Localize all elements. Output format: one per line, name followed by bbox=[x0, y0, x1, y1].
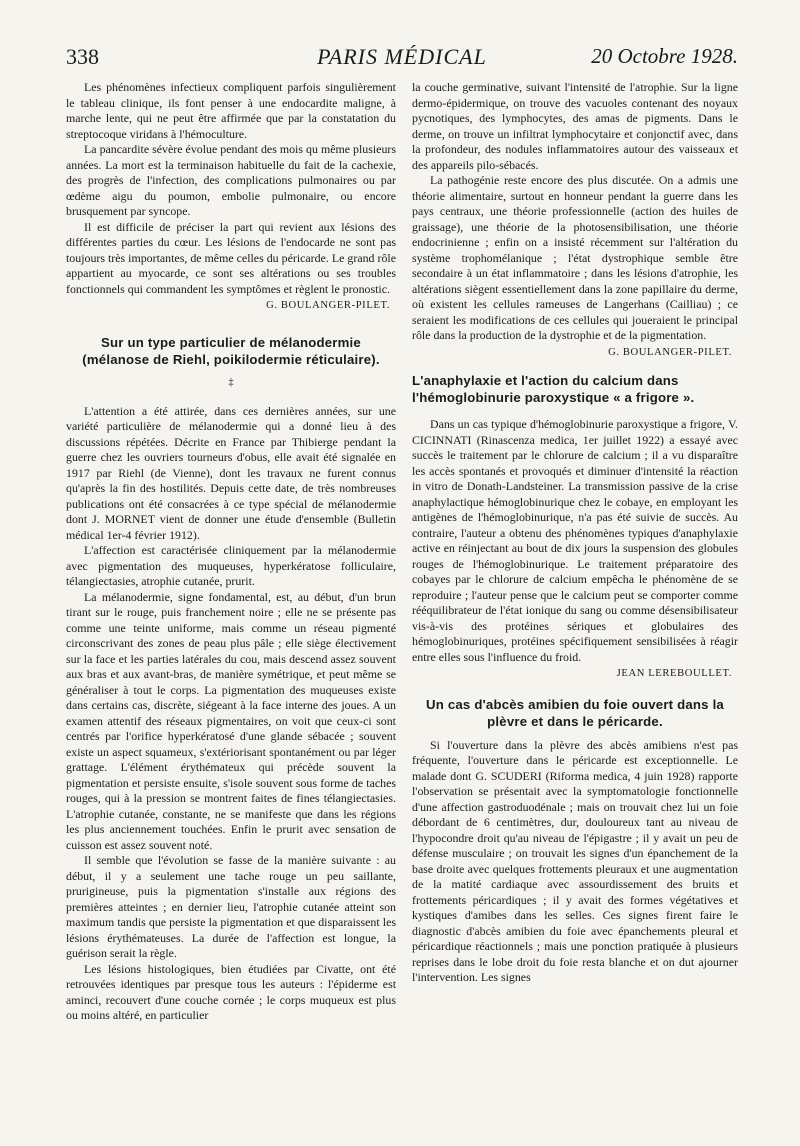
author-signature: G. BOULANGER-PILET. bbox=[266, 300, 390, 311]
page-number: 338 bbox=[66, 44, 99, 69]
paragraph: Il semble que l'évolution se fasse de la manière suivante : au début, il y a seulement une tache rouge un peu saillante, prurigineuse, puis la pigmentation s'installe aux régions des premières atteintes ; en dernier lieu, l'atrophie cutanée atteint son maximum tandis que persiste la pigmentation et que disparaissent les lésions érythémateuses. La durée de l'affection est longue, la guérison serait la règle. bbox=[66, 853, 396, 960]
article-title: Un cas d'abcès amibien du foie ouvert dans la plèvre et dans le péricarde. bbox=[426, 696, 724, 729]
paragraph: La pancardite sévère évolue pendant des mois qu même plusieurs années. La mort est la terminaison habituelle du fait de la cachexie, des progrès de l'infection, des complications pulmonaires ou par œdème aigu du poumon, embolie pulmonaire, ou encore brusquement par syncope. bbox=[66, 142, 396, 218]
paragraph: Les phénomènes infectieux compliquent parfois singulièrement le tableau clinique, ils font penser à une endocardite maligne, à marche lente, qui ne peut être affirmée que par la constatation du streptocoque viridans à l'hémoculture. bbox=[66, 80, 396, 141]
paragraph: la couche germinative, suivant l'intensité de l'atrophie. Sur la ligne dermo-épidermique, on trouve des vacuoles contenant des noyaux pycnotiques, des lymphocytes, des amas de pigments. Dans le derme, on trouve un infiltrat lymphocytaire et conjonctif avec, dans la profondeur, des nodules inflammatoires autour des vaisseaux et des appareils pilo-sébacés. bbox=[412, 80, 738, 172]
paragraph: L'affection est caractérisée cliniquement par la mélanodermie avec pigmentation des muqueuses, hyperkératose folliculaire, télangiectasies, atrophie cutanée, prurit. bbox=[66, 543, 396, 588]
right-column bbox=[412, 80, 738, 986]
dagger-mark: ‡ bbox=[228, 376, 234, 388]
left-column bbox=[66, 80, 396, 1024]
issue-date: 20 Octobre 1928. bbox=[591, 44, 738, 68]
paragraph: Les lésions histologiques, bien étudiées par Civatte, ont été retrouvées identiques par presque tous les auteurs : l'épiderme est aminci, recouvert d'une couche cornée ; le corps muqueux est plus ou moins altéré, en particulier bbox=[66, 961, 396, 1022]
paragraph: Si l'ouverture dans la plèvre des abcès amibiens n'est pas fréquente, l'ouverture dans le péricarde est exceptionnelle. Le malade dont G. SCUDERI (Riforma medica, 4 juin 1928) rapporte l'observation se présentait avec la symptomatologie fonctionnelle d'une affection gastroduodénale ; mais on trouvait chez lui un foie débordant de 6 centimètres, dur, douloureux tant au niveau de l'hypocondre droit qu'au niveau de l'épigastre ; il y avait un peu de défense musculaire ; on trouvait les signes d'un épanchement de la base droite avec quelques frottements pleuraux et une augmentation de la matité cardiaque avec assourdissement des bruits et frottements péricardiques ; il y avait des formes végétatives et kystiques d'amibes dans les selles. Ces signes firent faire le diagnostic d'abcès amibien du foie avec épanchements pleural et péricardique réactionnels ; mais une ponction pratiquée à plusieurs reprises dans le lobe droit du foie resta blanche et on dut ajourner l'intervention. Les signes bbox=[412, 737, 738, 984]
paragraph: La pathogénie reste encore des plus discutée. On a admis une théorie alimentaire, surtout en honneur pendant la guerre dans les pays centraux, une théorie professionnelle (action des huiles de graissage), une théorie de la photosensibilisation, une théorie endocrinienne ; enfin on a insisté récemment sur l'altération du système trophomélanique ; l'état dystrophique semble être secondaire à un état inflammatoire ; dans les lésions d'atrophie, les altérations siègent essentiellement dans la zone papillaire du derme, où existent les cellules rameuses de Langerhans (Cailliau) ; ce seraient les modifications de ces cellules qui joueraient le principal rôle dans la production de la dystrophie et de la pigmentation. bbox=[412, 173, 738, 342]
paragraph: Dans un cas typique d'hémoglobinurie paroxystique a frigore, V. CICINNATI (Rinascenza medica, 1er juillet 1922) a essayé avec succès le traitement par le chlorure de calcium ; il a vu disparaître les accès spontanés et provoqués et diminuer d'intensité la réaction in vitro de Donath-Landsteiner. La transmission passive de la crise anaphylactique hémoglobinurique chez le cobaye, en employant les antigènes de l'hémoglobinurique, n'a pas été suivie de succès. Au contraire, l'auteur a obtenu des phénomènes typiques d'anaphylaxie active en réinjectant au bout de dix jours la suspension des globules rouges de l'hémoglobinurique. Le traitement préparatoire des cobayes par le chlorure de calcium empêcha le phénomène de se reproduire ; l'auteur pense que le calcium peut se comporter comme rééquilibrateur de l'état ionique du sang ou comme désensibilisateur vis-à-vis des protéines sériques et globulaires des hémoglobinuriques, protéines spécifiquement sensibilisées à réagir entre elles sous l'influence du froid. bbox=[412, 417, 738, 664]
journal-title: PARIS MÉDICAL bbox=[317, 44, 487, 69]
page-header bbox=[66, 44, 738, 72]
article-title: Sur un type particulier de mélanodermie (mélanose de Riehl, poikilodermie réticulaire). bbox=[82, 334, 380, 367]
author-signature: JEAN LEREBOULLET. bbox=[616, 668, 732, 679]
paragraph: L'attention a été attirée, dans ces dernières années, sur une variété particulière de mélanodermie qui a donné lieu à des discussions répétées. Décrite en France par Thibierge pendant la guerre chez les ouvriers tourneurs d'obus, elle avait été signalée en 1917 par Riehl (de Vienne), dont les travaux ne furent connus qu'après la fin des hostilités. Depuis cette date, de très nombreuses publications ont été consacrées à ce type spécial de mélanodermie dont J. MORNET vient de donner une étude d'ensemble (Bulletin médical 1er-4 février 1912). bbox=[66, 403, 396, 542]
paragraph: Il est difficile de préciser la part qui revient aux lésions des différentes parties du cœur. Les lésions de l'endocarde ne sont pas toujours très importantes, de même celles du péricarde. Le grand rôle appartient au myocarde, ce sont ses altérations ou ses troubles fonctionnels qui commandent les symptômes et règlent le pronostic. bbox=[66, 219, 396, 296]
paragraph: La mélanodermie, signe fondamental, est, au début, d'un brun tirant sur le rouge, puis franchement noire ; elle ne se présente pas comme une teinte uniforme, mais comme un réseau pigmenté circonscrivant des zones de peau plus pâle ; elle siège électivement sur la face et les parties latérales du cou, mais descend assez souvent aux bras et aux avant-bras, de manière symétrique, et peut même se généraliser à tout le corps. La pigmentation des muqueuses existe dans certains cas, discrète, siégeant à la face interne des joues. A un examen attentif des réseaux pigmentaires, on voit que ceux-ci sont centrés par l'orifice hyperkératosé d'une glande sébacée ; souvent existe un aspect squameux, s'extériorisant spontanément ou par léger grattage. L'élément érythémateux qui précède souvent la pigmentation et persiste ensuite, s'isole souvent sous forme de taches rouges, qui à la pression se montrent faites de fines télangiectasies. L'atrophie cutanée, constante, ne se manifeste que dans les régions les plus anciennement touchées. Enfin le prurit avec sensation de cuisson est assez souvent noté. bbox=[66, 589, 396, 852]
article-title: L'anaphylaxie et l'action du calcium dans l'hémoglobinurie paroxystique « a frigore ». bbox=[412, 373, 695, 405]
author-signature: G. BOULANGER-PILET. bbox=[608, 346, 732, 358]
